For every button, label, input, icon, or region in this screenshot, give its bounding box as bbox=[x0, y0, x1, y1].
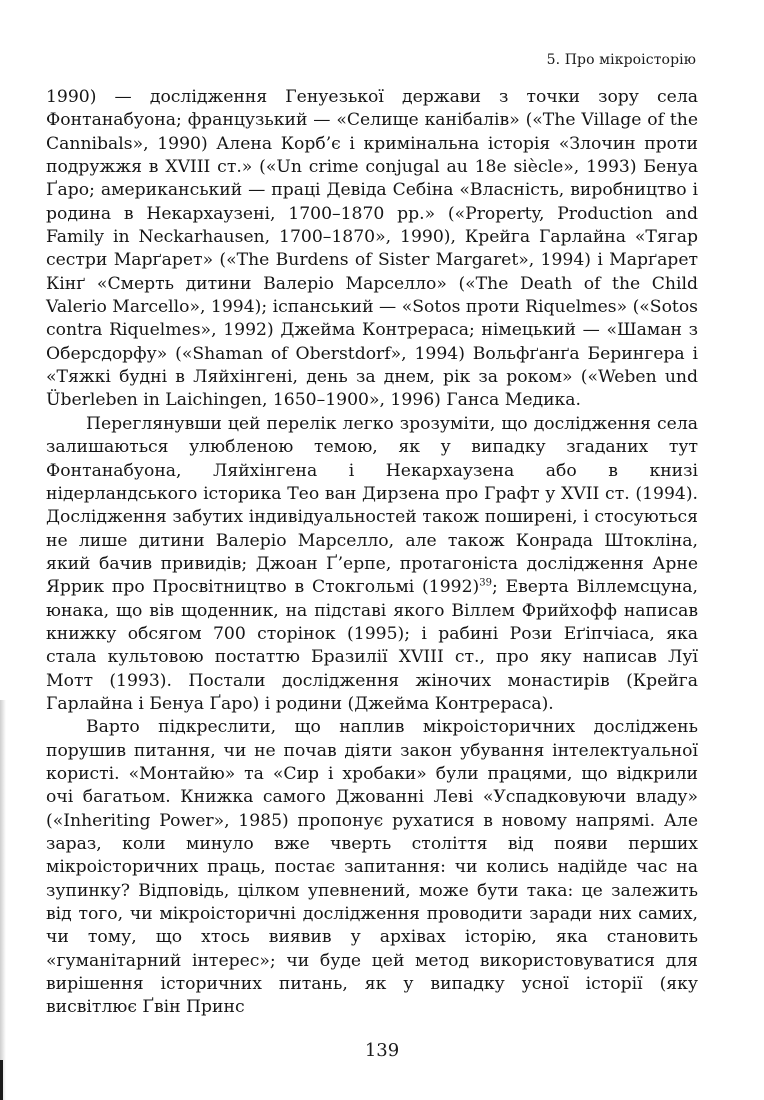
paragraph-1: 1990) — дослідження Генуезької держави з точки зору села Фонтанабуона; французький — «Селище канібалів» («The Village of the Cannibals», 1990) Алена Корб’є і кримінальна історія «Злочин проти подружжя в XVIII ст.» («Un crime conjugal au 18e siècle», 1993) Бенуа Ґаро; американський — праці Девіда Себіна «Власність, виробництво і родина в Некархаузені, 1700–1870 рр.» («Property, Production and Family in Neckarhausen, 1700–1870», 1990), Крейга Гарлайна «Тягар сестри Марґарет» («The Burdens of Sister Margaret», 1994) і Марґарет Кінґ «Смерть дитини Валеріо Марселло» («The Death of the Child Valerio Marcello», 1994); іспанський — «Sotos проти Riquelmes» («Sotos contra Riquelmes», 1992) Джейма Контрераса; німецький — «Шаман з Оберсдорфу» («Shaman of Oberstdorf», 1994) Вольфґанґа Берингера і «Тяжкі будні в Ляйхінгені, день за днем, рік за роком» («Weben und Überleben in Laichingen, 1650–1900», 1996) Ганса Медика. bbox=[46, 87, 698, 411]
footnote-marker: 39 bbox=[479, 577, 492, 589]
paragraph-2 bbox=[46, 413, 698, 716]
paragraph-3: Варто підкреслити, що наплив мікроісторичних досліджень порушив питання, чи не почав діяти закон убування інтелектуальної користі. «Монтайю» та «Сир і хробаки» були працями, що відкрили очі багатьом. Книжка самого Джованні Леві «Успадковуючи владу» («Inheriting Power», 1985) пропонує рухатися в новому напрямі. Але зараз, коли минуло вже чверть століття від появи перших мікроісторичних праць, постає запитання: чи колись надійде час на зупинку? Відповідь, цілком упевнений, може бути така: це залежить від того, чи мікроісторичні дослідження проводити заради них самих, чи тому, що хтось виявив у архівах історію, яка становить «гуманітарний інтерес»; чи буде цей метод використовуватися для вирішення історичних питань, як у випадку усної історії (яку висвітлює Ґвін Принс bbox=[46, 717, 698, 1018]
page-number: 139 bbox=[364, 1040, 400, 1061]
running-head: 5. Про мікроісторію bbox=[546, 52, 696, 68]
body-text bbox=[46, 86, 698, 1020]
paragraph-2-part-2: ; Еверта Віллемсцуна, юнака, що вів щоденник, на підставі якого Віллем Фрийхофф написав книжку обсягом 700 сторінок (1995); і рабині Рози Еґіпчіаса, яка стала культовою постаттю Бразилії XVIII ст., про яку написав Луї Мотт (1993). Постали дослідження жіночих монастирів (Крейга Гарлайна і Бенуа Ґаро) і родини (Джейма Контрераса). bbox=[46, 577, 698, 714]
page-binding-mark bbox=[0, 1060, 3, 1100]
paragraph-2-part-1: Переглянувши цей перелік легко зрозуміти, що дослідження села залишаються улюбленою темою, як у випадку згаданих тут Фонтанабуона, Ляйхінгена і Некархаузена або в книзі нідерландського історика Тео ван Дирзена про Графт у XVII ст. (1994). Дослідження забутих індивідуальностей також поширені, і стосуються не лише дитини Валеріо Марселло, але також Конрада Штокліна, який бачив привидів; Джоан Ґ’ерпе, протагоніста дослідження Арне Яррик про Просвітництво в Стокгольмі (1992) bbox=[46, 413, 698, 598]
